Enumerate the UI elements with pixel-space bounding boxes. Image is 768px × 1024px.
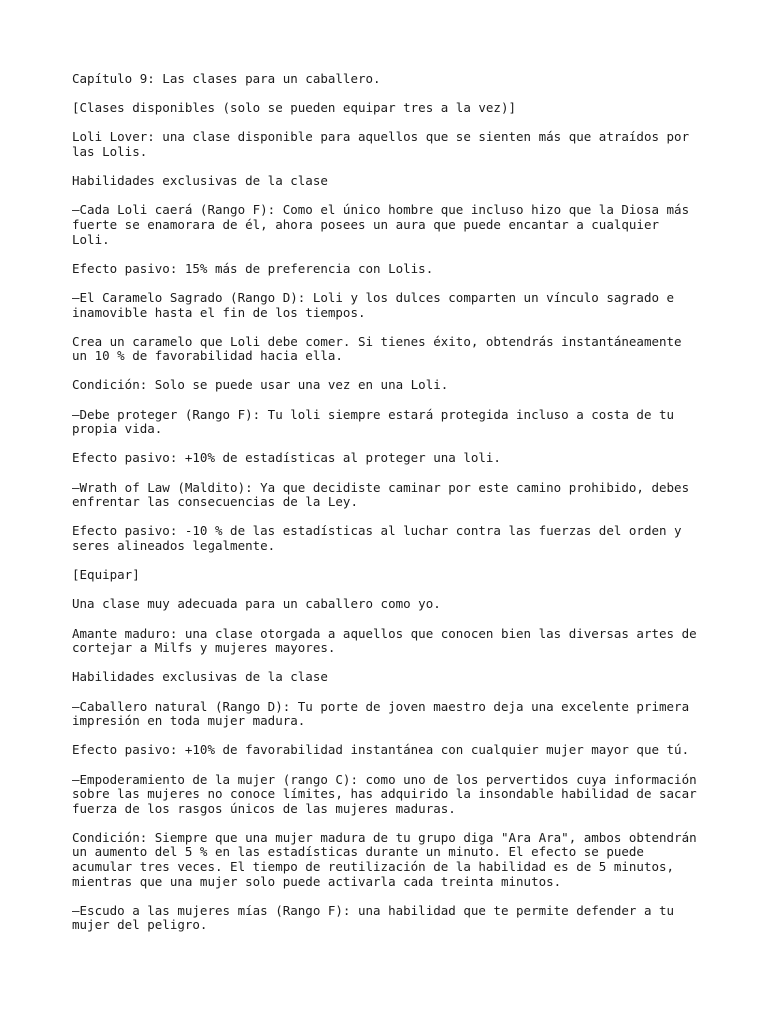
effect-paragraph: Efecto pasivo: +10% de favorabilidad instantánea con cualquier mujer mayor que tú. xyxy=(72,742,690,758)
exclusive-skills-heading: Habilidades exclusivas de la clase xyxy=(72,173,328,189)
effect-paragraph: Efecto pasivo: +10% de estadísticas al proteger una loli. xyxy=(72,450,501,466)
effect-paragraph: Efecto pasivo: 15% más de preferencia con Lolis. xyxy=(72,260,434,276)
skill-paragraph: —Caballero natural (Rango D): Tu porte de joven maestro deja una excelente primera impresión en toda mujer madura. xyxy=(72,698,690,729)
body-paragraph: Una clase muy adecuada para un caballero como yo. xyxy=(72,596,441,612)
skill-paragraph: —Empoderamiento de la mujer (rango C): como uno de los pervertidos cuya información sobre las mujeres no conoce límites, has adquirido la insondable habilidad de sacar fuerza de los rasgos únicos de las mujeres maduras. xyxy=(72,771,697,816)
class-description-mature-lover: Amante maduro: una clase otorgada a aquellos que conocen bien las diversas artes de cortejar a Milfs y mujeres mayores. xyxy=(72,625,697,656)
document-page xyxy=(72,72,702,948)
skill-paragraph: —Debe proteger (Rango F): Tu loli siempre estará protegida incluso a costa de tu propia vida. xyxy=(72,406,675,437)
skill-paragraph: —Wrath of Law (Maldito): Ya que decidiste caminar por este camino prohibido, debes enfrentar las consecuencias de la Ley. xyxy=(72,479,690,510)
condition-paragraph: Condición: Solo se puede usar una vez en una Loli. xyxy=(72,377,449,393)
skill-paragraph: —Cada Loli caerá (Rango F): Como el único hombre que incluso hizo que la Diosa más fuerte se enamorara de él, ahora posees un aura que puede encantar a cualquier Loli. xyxy=(72,202,690,247)
effect-paragraph: Efecto pasivo: -10 % de las estadísticas al luchar contra las fuerzas del orden y seres alineados legalmente. xyxy=(72,523,682,553)
available-classes-header: [Clases disponibles (solo se pueden equipar tres a la vez)] xyxy=(72,100,517,116)
skill-paragraph: —El Caramelo Sagrado (Rango D): Loli y los dulces comparten un vínculo sagrado e inamovible hasta el fin de los tiempos. xyxy=(72,289,675,320)
condition-paragraph: Condición: Siempre que una mujer madura de tu grupo diga "Ara Ara", ambos obtendrán un aumento del 5 % en las estadísticas durante un minuto. El efecto se puede acumular tres veces. El tiempo de reutilización de la habilidad es de 5 minutos, mientras que una mujer solo puede activarla cada treinta minutos. xyxy=(72,829,697,889)
skill-paragraph: —Escudo a las mujeres mías (Rango F): una habilidad que te permite defender a tu mujer del peligro. xyxy=(72,902,675,933)
equip-tag: [Equipar] xyxy=(72,567,140,583)
class-description-loli-lover: Loli Lover: una clase disponible para aquellos que se sienten más que atraídos por las Lolis. xyxy=(72,129,690,159)
chapter-title: Capítulo 9: Las clases para un caballero. xyxy=(72,71,381,86)
body-paragraph: Crea un caramelo que Loli debe comer. Si tienes éxito, obtendrás instantáneamente un 10 % de favorabilidad hacia ella. xyxy=(72,333,682,364)
exclusive-skills-heading: Habilidades exclusivas de la clase xyxy=(72,669,328,685)
